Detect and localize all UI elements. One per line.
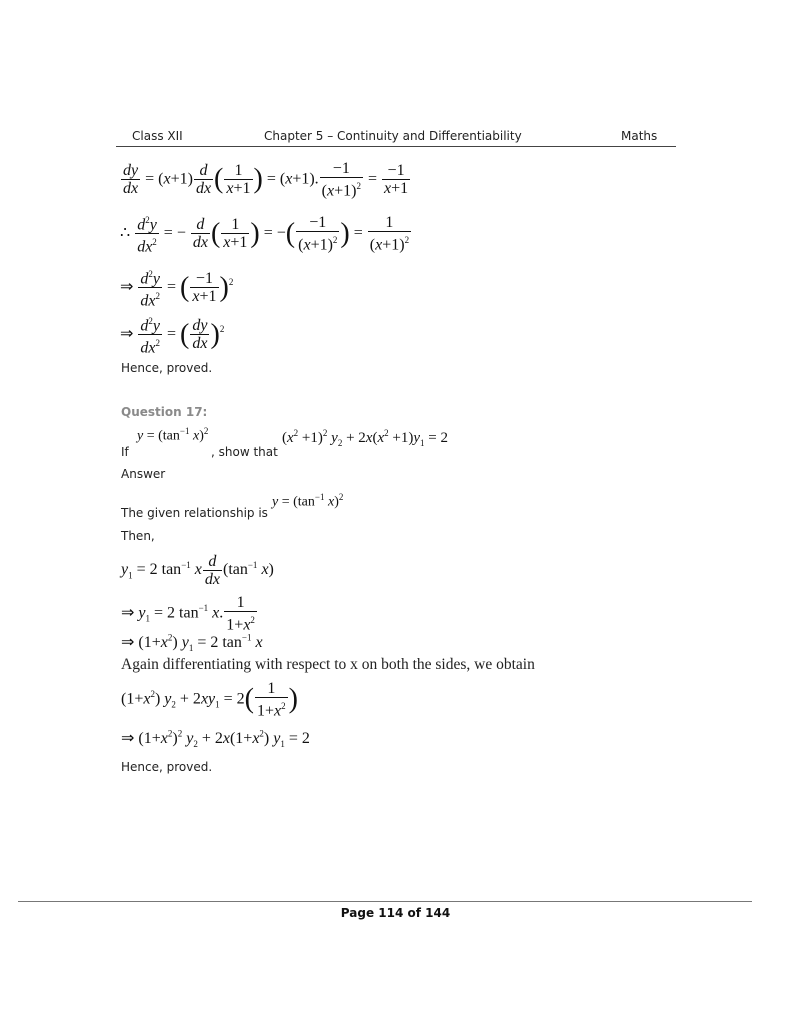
given-relationship-text: The given relationship is [121, 506, 268, 520]
equation-result: ⇒ $\frac{d^2y}{dx^2}$ = ( $\frac{dy}{dx}$ )$^2$ [120, 313, 224, 357]
step-5-equation: ⇒ $(1+x^2)^2$ $y_2 + 2x(1+x^2) y_1 = 2$ [121, 728, 310, 750]
answer-label: Answer [121, 467, 166, 481]
question-17-heading: Question 17: [121, 405, 208, 419]
then-text: Then, [121, 529, 155, 543]
step-4-equation: $(1+x^2) y_2 + 2xy_1 = 2$( $\frac{1}{1+x^2}$ ) [121, 680, 298, 720]
question-17-if: If [121, 445, 129, 459]
question-17-given-equation: $y = (\tan^{-1}$ x)$^2$ [137, 426, 209, 444]
equation-dy-dx: $\frac{dy}{dx}$ = (x+1) $\frac{d}{dx}$ ( $\frac{1}{x+1}$ ) = (x+1). $\frac{-1}{(x+1)^2}$ = $\frac{-1}{x+1}$ [123, 160, 409, 200]
header-subject: Maths [621, 129, 658, 143]
again-differentiating-text: Again differentiating with respect to x on both the sides, we obtain [121, 656, 535, 673]
header-chapter: Chapter 5 – Continuity and Differentiability [264, 129, 522, 143]
footer-divider [18, 901, 752, 902]
header-divider [116, 146, 676, 147]
step-3-equation: ⇒ $(1+x^2) y_1 = 2$ $\tan^{-1} x$ [121, 632, 263, 654]
equation-implies-square: ⇒ $\frac{d^2y}{dx^2}$ = ( $\frac{-1}{x+1}$ )$^2$ [120, 266, 233, 310]
equation-second-derivative: ∴ $\frac{d^2y}{dx^2}$ = − $\frac{d}{dx}$ ( $\frac{1}{x+1}$ ) = −( $\frac{-1}{(x+1)^2}$ ) = $\frac{1}{(x+1)^2}$ [120, 212, 412, 256]
question-17-show-that: , show that [211, 445, 278, 459]
step-2-equation: ⇒ $y_1 = 2$ $\tan^{-1} x$. $\frac{1}{1+x^2}$ [121, 594, 255, 634]
page-number: Page 114 of 144 [340, 906, 451, 920]
given-relationship-equation: $y = (\tan^{-1}$ x)$^2$ [272, 492, 344, 510]
question-17-target-equation: $(x^2 +1)^2$ $y_2 + 2x(x^2 +1)y_1 = 2$ [282, 428, 448, 448]
conclusion-q17: Hence, proved. [121, 760, 213, 774]
conclusion-q16: Hence, proved. [121, 361, 213, 375]
header-class: Class XII [132, 129, 183, 143]
step-1-equation: $y_1 = 2$ $\tan^{-1} x$ $\frac{d}{dx}$ ($\tan^{-1}$ x) [121, 553, 274, 588]
